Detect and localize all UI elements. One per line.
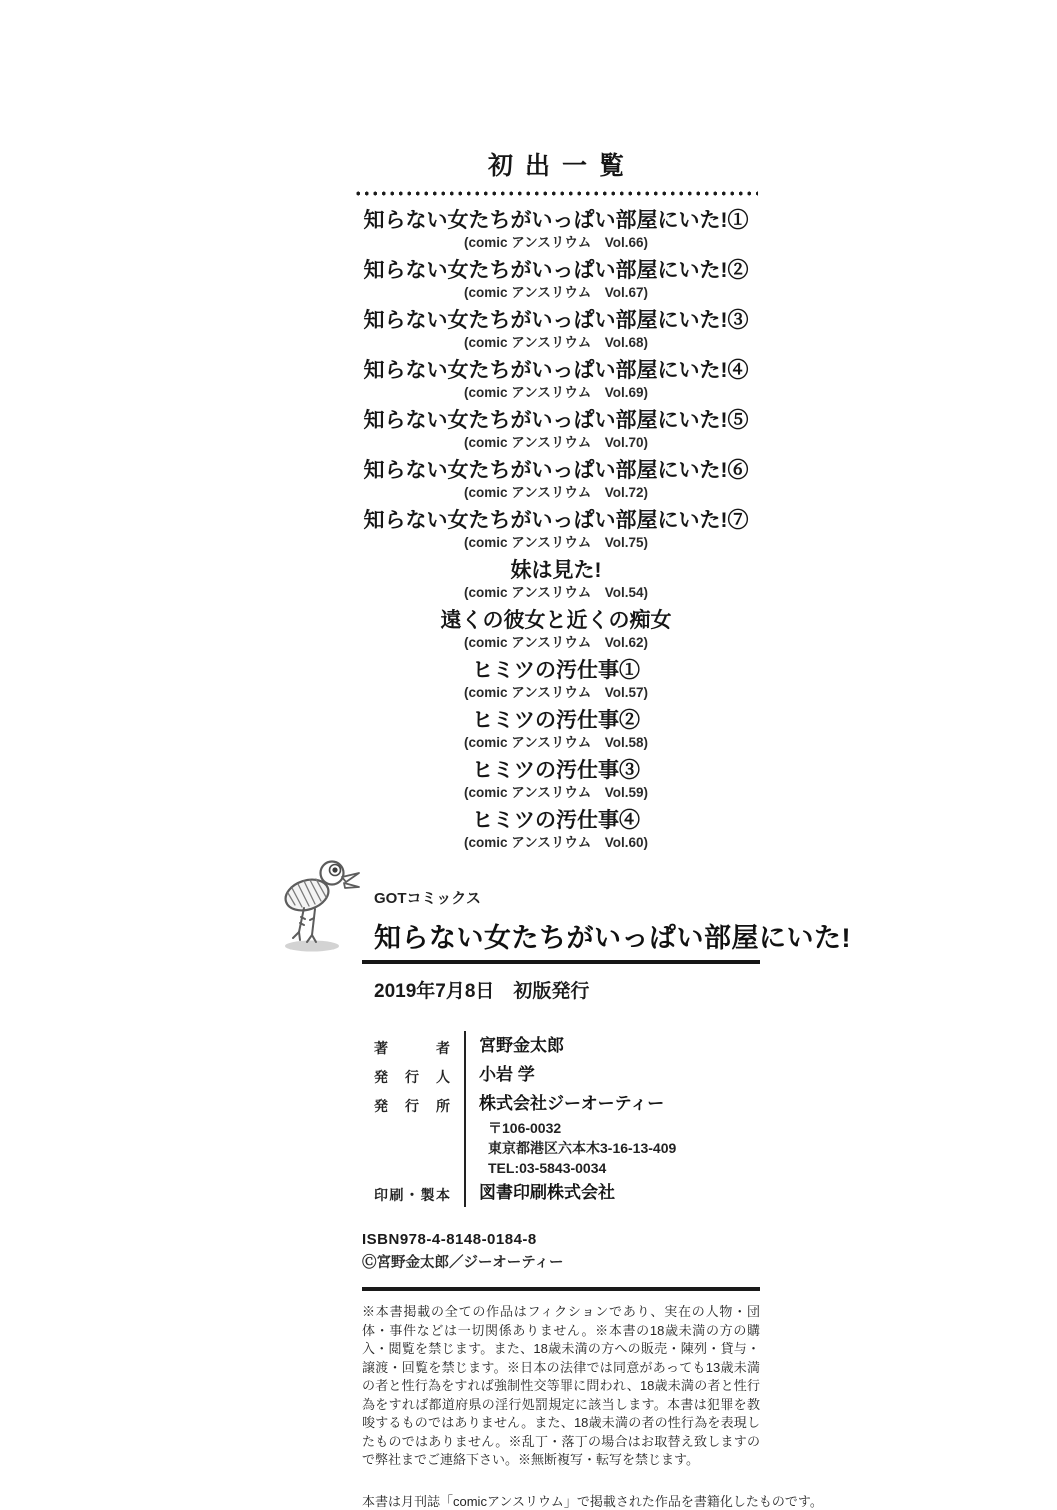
publication-entry — [354, 458, 758, 501]
publisher-phone: TEL:03-5843-0034 — [488, 1160, 607, 1176]
entry-title: ヒミツの汚仕事③ — [472, 759, 640, 782]
first-publication-list — [354, 0, 758, 851]
publication-entry — [354, 808, 758, 851]
title-underline — [362, 960, 760, 964]
publication-entry — [354, 658, 758, 701]
entry-title: 知らない女たちがいっぱい部屋にいた!② — [363, 259, 749, 282]
entry-title: 知らない女たちがいっぱい部屋にいた!④ — [363, 359, 749, 382]
entry-source: (comic アンスリウム Vol.62) — [464, 635, 648, 650]
isbn: ISBN978-4-8148-0184-8 — [362, 1231, 537, 1248]
credit-row-author — [374, 1031, 760, 1060]
entry-title: 知らない女たちがいっぱい部屋にいた!⑥ — [363, 459, 749, 482]
entry-title: ヒミツの汚仕事④ — [472, 809, 640, 832]
entry-title: ヒミツの汚仕事② — [472, 709, 640, 732]
entry-title: 知らない女たちがいっぱい部屋にいた!⑦ — [363, 509, 749, 532]
book-title: 知らない女たちがいっぱい部屋にいた! — [374, 923, 851, 953]
entry-title: 妹は見た! — [510, 559, 602, 582]
entry-source: (comic アンスリウム Vol.75) — [464, 535, 648, 550]
credit-value: 株式会社ジーオーティー — [479, 1094, 665, 1113]
entry-source: (comic アンスリウム Vol.60) — [464, 835, 648, 850]
credits-table — [374, 1031, 760, 1207]
entry-title: 知らない女たちがいっぱい部屋にいた!③ — [363, 309, 749, 332]
publication-entry — [354, 308, 758, 351]
publication-entry — [354, 758, 758, 801]
disclaimer-text: ※本書掲載の全ての作品はフィクションであり、実在の人物・団体・事件などは一切関係ありません。※本書の18歳未満の方の購入・閲覧を禁じます。また、18歳未満の方への販売・陳列・貸与・譲渡・回覧を禁じます。※日本の法律では同意があっても13歳未満の者と性行為をすれば強制性交等罪に問われ、18歳未満の者と性行為をすれば都道府県の淫行処罰規定に該当します。本書は犯罪を教唆するものではありません。また、18歳未満の者の性行為を表現したものではありません。※乱丁・落丁の場合はお取替え致しますので弊社までご連絡下さい。※無断複写・転写を禁じます。 — [362, 1304, 760, 1467]
credit-label: 著 者 — [374, 1040, 450, 1056]
entry-source: (comic アンスリウム Vol.67) — [464, 285, 648, 300]
publication-entry — [354, 708, 758, 751]
colophon-block — [362, 887, 851, 1510]
entry-source: (comic アンスリウム Vol.54) — [464, 585, 648, 600]
entry-title: 遠くの彼女と近くの痴女 — [440, 609, 672, 632]
credit-label: 発 行 所 — [374, 1098, 450, 1114]
credit-value: 図書印刷株式会社 — [479, 1183, 615, 1202]
entry-source: (comic アンスリウム Vol.69) — [464, 385, 648, 400]
edition-date: 2019年7月8日 初版発行 — [374, 981, 590, 1002]
entry-title: 知らない女たちがいっぱい部屋にいた!⑤ — [363, 409, 749, 432]
entry-source: (comic アンスリウム Vol.70) — [464, 435, 648, 450]
bird-mascot-icon — [274, 855, 370, 955]
publisher-postal-code: 〒106-0032 — [488, 1120, 562, 1136]
entry-source: (comic アンスリウム Vol.68) — [464, 335, 648, 350]
disclaimer-divider — [362, 1287, 760, 1291]
publication-entries — [354, 208, 758, 851]
dotted-divider — [354, 191, 758, 196]
credit-row-publisher-company — [374, 1089, 760, 1178]
entry-title: ヒミツの汚仕事① — [472, 659, 640, 682]
credit-value: 宮野金太郎 — [479, 1036, 564, 1055]
series-label: GOTコミックス — [374, 890, 482, 907]
entry-source: (comic アンスリウム Vol.58) — [464, 735, 648, 750]
publication-entry — [354, 558, 758, 601]
section-title: 初出一覧 — [487, 152, 636, 180]
publication-entry — [354, 358, 758, 401]
magazine-note: 本書は月刊誌「comicアンスリウム」で掲載された作品を書籍化したものです。 — [362, 1493, 823, 1509]
entry-source: (comic アンスリウム Vol.72) — [464, 485, 648, 500]
entry-source: (comic アンスリウム Vol.57) — [464, 685, 648, 700]
publication-entry — [354, 508, 758, 551]
publication-entry — [354, 408, 758, 451]
credit-value: 小岩 学 — [479, 1065, 535, 1084]
credit-label: 発 行 人 — [374, 1069, 450, 1085]
publisher-address: 東京都港区六本木3-16-13-409 — [488, 1140, 677, 1156]
publication-entry — [354, 258, 758, 301]
credit-row-printer — [374, 1178, 760, 1207]
credit-row-publisher-person — [374, 1060, 760, 1089]
entry-source: (comic アンスリウム Vol.59) — [464, 785, 648, 800]
entry-title: 知らない女たちがいっぱい部屋にいた!① — [363, 209, 749, 232]
copyright: Ⓒ宮野金太郎／ジーオーティー — [362, 1255, 564, 1271]
publication-entry — [354, 608, 758, 651]
publication-entry — [354, 208, 758, 251]
entry-source: (comic アンスリウム Vol.66) — [464, 235, 648, 250]
credit-label: 印刷・製本 — [374, 1187, 450, 1203]
